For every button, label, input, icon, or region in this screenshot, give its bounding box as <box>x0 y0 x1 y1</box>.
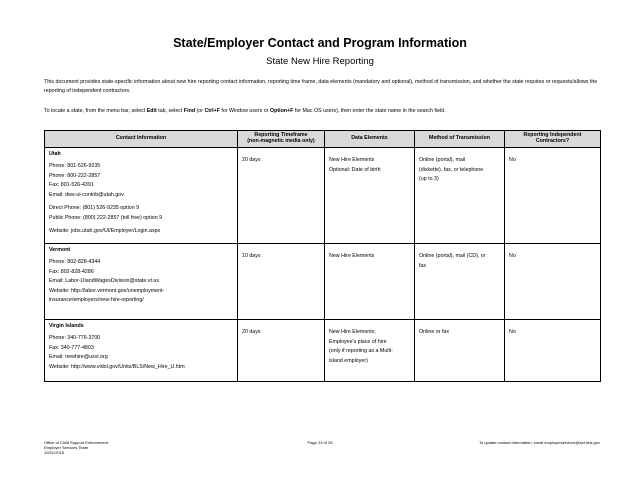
method-cell <box>415 320 505 382</box>
contact-line: Direct Phone: (801) 526-9235 option 9 <box>49 205 140 211</box>
state-name: Virgin Islands <box>49 323 84 329</box>
element-line: New Hire Elements <box>329 157 375 163</box>
header-data-elements: Data Elements <box>325 131 415 148</box>
header-method-of-transmission: Method of Transmission <box>415 131 505 148</box>
contact-line: Email: Labor-UIandWagesDivision@state.vt.us <box>49 278 159 284</box>
footer-page-number: Page 23 of 25 <box>307 440 333 445</box>
method-line: (diskette), fax, or telephone <box>419 166 484 173</box>
method-line: Online (portal), mail <box>419 157 466 163</box>
contact-cell <box>45 148 238 244</box>
table-row <box>45 320 601 382</box>
contractors-value: No <box>509 253 516 259</box>
contact-line: Phone: 802-828-4344 <box>49 259 101 265</box>
method-cell <box>415 148 505 244</box>
method-line: fax <box>419 262 427 269</box>
website-line: Website: http://labor.vermont.gov/unemployment- <box>49 287 165 294</box>
contractors-value: No <box>509 157 516 163</box>
contact-line: Phone: 801-526-9235 <box>49 163 101 169</box>
footer-date: 10/31/2015 <box>44 450 65 455</box>
website-line: Website: http://www.vidol.gov/Units/BLS/New_Hire_U.htm <box>49 363 185 370</box>
edit-keyword: Edit <box>146 108 157 114</box>
state-name: Vermont <box>49 247 71 253</box>
method-cell <box>415 244 505 320</box>
method-line: Online or fax <box>419 329 450 335</box>
ctrl-f-keyword: Ctrl+F <box>204 108 220 114</box>
contact-cell <box>45 320 238 382</box>
timeframe-value: 20 days <box>242 329 261 335</box>
state-contact-table <box>44 130 601 382</box>
contact-cell <box>45 244 238 320</box>
method-line: Online (portal), mail (CD), or <box>419 253 486 259</box>
contact-line: Fax: 801-526-4391 <box>49 182 94 188</box>
contact-line: Public Phone: (800) 222-2857 (toll free) option 9 <box>49 214 163 221</box>
header-independent-contractors: Reporting Independent Contractors? <box>505 131 601 148</box>
document-subtitle: State New Hire Reporting <box>266 56 374 67</box>
contact-line: Email: newhire@usvi.org <box>49 354 108 360</box>
elements-cell <box>325 244 415 320</box>
header-contact-information: Contact Information <box>45 131 238 148</box>
elements-cell <box>325 320 415 382</box>
timeframe-value: 10 days <box>242 253 261 259</box>
intro-paragraph: This document provides state-specific information about new hire reporting contact information, reporting time frame, data elements (mandatory and optional), method of transmission, and whether the state requires or requests/allows the reporting of independent contractors. <box>44 79 598 94</box>
element-line: island employer) <box>329 357 368 364</box>
state-name: Utah <box>49 151 61 157</box>
option-f-keyword: Option+F <box>269 108 294 114</box>
contractors-value: No <box>509 329 516 335</box>
contact-line: Phone: 800-222-2857 <box>49 172 101 179</box>
timeframe-cell <box>238 244 325 320</box>
footer-update-note: To update contact information, email employerservices@acf.hhs.gov <box>478 440 600 445</box>
header-reporting-timeframe: Reporting Timeframe (non-magnetic media only) <box>238 131 325 148</box>
contractors-cell <box>505 320 601 382</box>
contact-line: Email: dws-ui-contrib@utah.gov <box>49 191 124 198</box>
table-row <box>45 244 601 320</box>
footer-office: Office of Child Support Enforcement <box>44 440 108 445</box>
footer-left <box>44 440 108 455</box>
contractors-cell <box>505 148 601 244</box>
element-line: New Hire Elements <box>329 253 375 259</box>
website-line: Website: jobs.utah.gov/UI/Employer/Login.aspx <box>49 228 161 234</box>
table-row <box>45 148 601 244</box>
contact-line: Fax: 340-777-4803 <box>49 344 94 351</box>
contact-line: Phone: 340-776-3700 <box>49 335 101 341</box>
contact-line: Fax: 802-828-4286 <box>49 268 94 275</box>
table-header-row <box>45 131 601 148</box>
method-line: (up to 3) <box>419 176 439 182</box>
find-keyword: Find <box>183 108 196 114</box>
timeframe-value: 20 days <box>242 157 261 163</box>
website-line: insurance/employers/new-hire-reporting/ <box>49 297 144 303</box>
instructions-paragraph: To locate a state, from the menu bar, select Edit tab, select Find (or Ctrl+F for Window users or Option+F for Mac OS users), then enter the state name in the search field. <box>44 108 446 114</box>
element-line: Optional: Date of birth <box>329 166 381 173</box>
timeframe-cell <box>238 148 325 244</box>
timeframe-cell <box>238 320 325 382</box>
footer-team: Employer Services Team <box>44 445 89 450</box>
document-title: State/Employer Contact and Program Information <box>173 36 467 50</box>
element-line: Employee's place of hire <box>329 338 387 345</box>
element-line: (only if reporting as a Multi- <box>329 348 393 354</box>
contractors-cell <box>505 244 601 320</box>
elements-cell <box>325 148 415 244</box>
element-line: New Hire Elements; <box>329 329 376 335</box>
